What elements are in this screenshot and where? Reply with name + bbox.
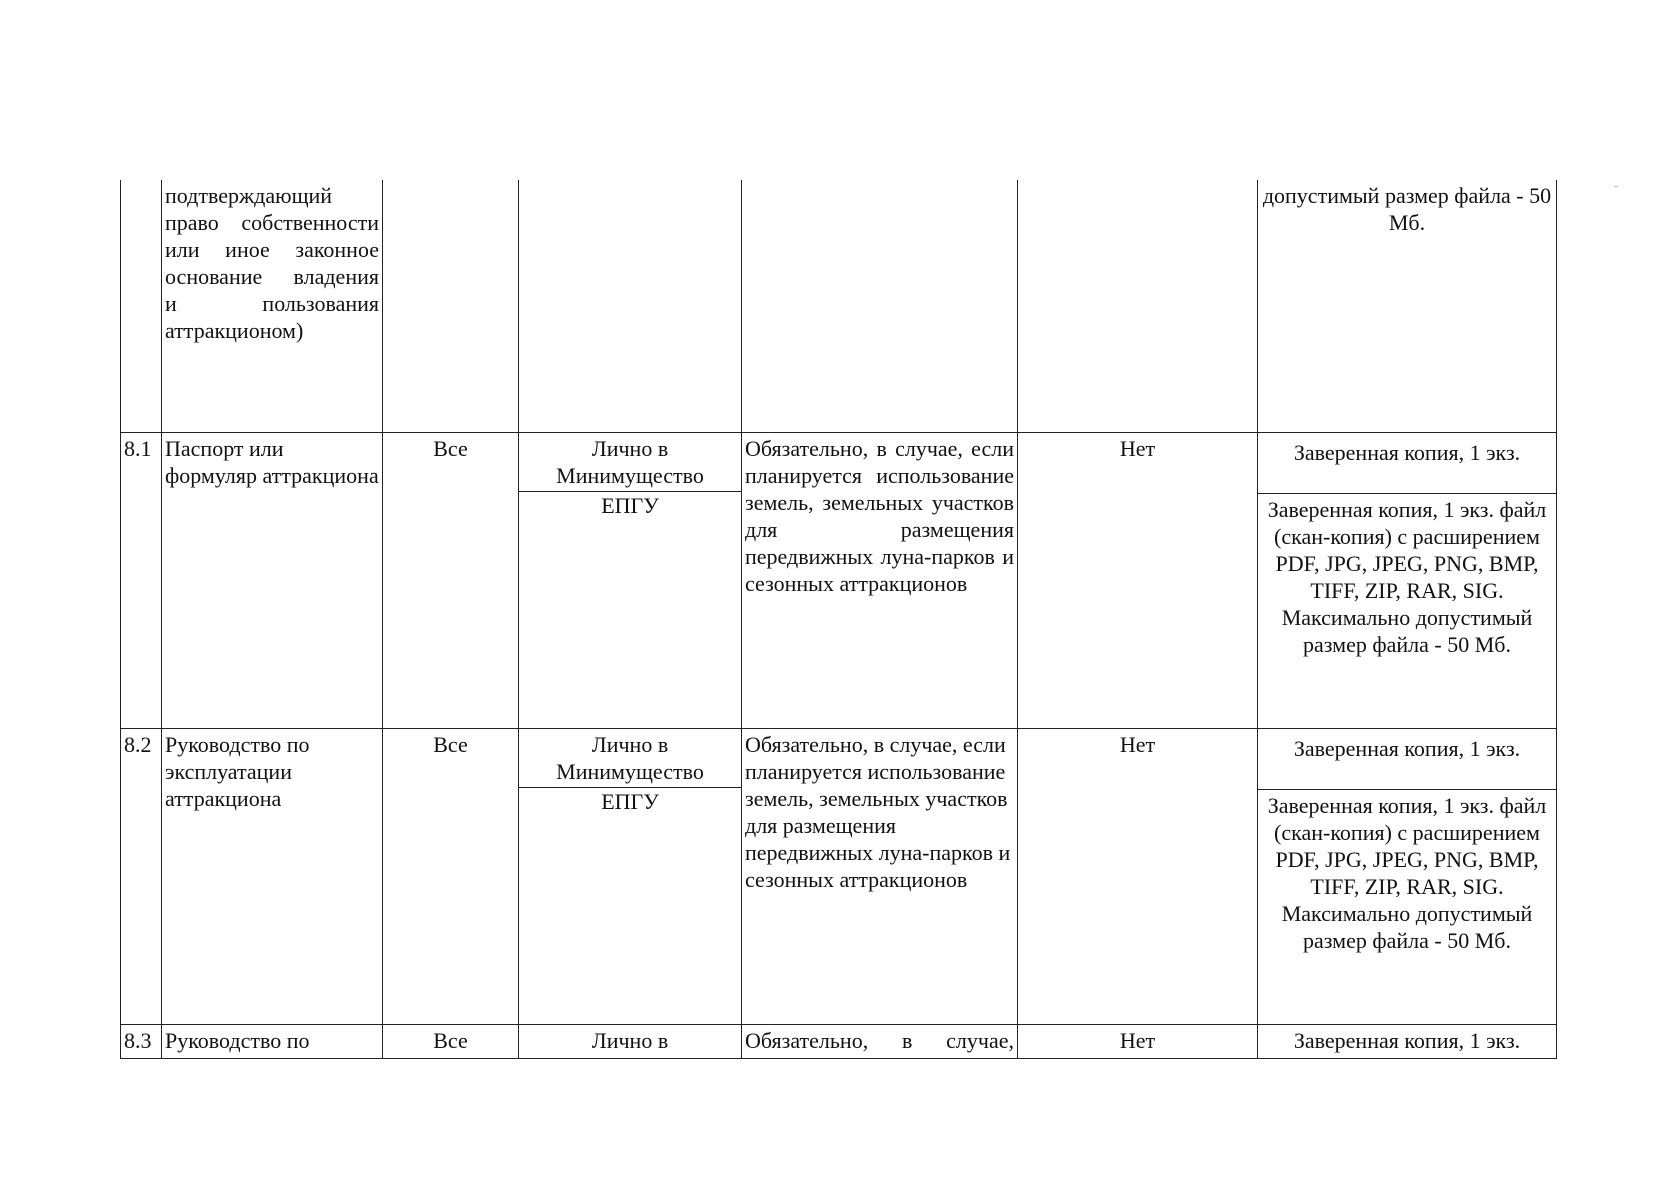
- doc-name-line: право собственности: [165, 210, 379, 235]
- table-row: [121, 432, 1557, 728]
- cell-doc-name: Паспорт или формуляр аттракциона: [162, 432, 383, 728]
- cell-num: [121, 180, 162, 432]
- cell-doc-name: [162, 180, 383, 432]
- cell-doc-name: Руководство по: [162, 1024, 383, 1058]
- doc-name-line: или иное законное: [165, 237, 379, 262]
- cell-doc-form: Заверенная копия, 1 экз.: [1258, 1024, 1557, 1058]
- cell-condition: Обязательно, в случае, если планируется использование земель, земельных участков для размещения передвижных луна-парков и сезонных аттракционов: [742, 728, 1018, 1024]
- doc-form-epgu: Заверенная копия, 1 экз. файл (скан-копия) с расширением PDF, JPG, JPEG, PNG, BMP, TIFF, ZIP, RAR, SIG. Максимально допустимый размер файла - 50 Мб.: [1258, 789, 1556, 956]
- channel-personal: Лично в Минимущество: [556, 435, 704, 488]
- requirements-table: [120, 180, 1557, 1059]
- cell-num: 8.1: [121, 432, 162, 728]
- cell-doc-name: Руководство по эксплуатации аттракциона: [162, 728, 383, 1024]
- table-row-continued: [121, 180, 1557, 432]
- doc-name-line: подтверждающий: [165, 183, 333, 208]
- cell-channel: [519, 180, 742, 432]
- cell-own-initiative: Нет: [1018, 728, 1258, 1024]
- cell-applicants: Все: [383, 432, 519, 728]
- cell-own-initiative: Нет: [1018, 432, 1258, 728]
- cell-condition: [742, 180, 1018, 432]
- doc-name-line: основание владения: [165, 264, 379, 289]
- doc-name-line: аттракционом): [165, 318, 304, 343]
- doc-form-epgu: Заверенная копия, 1 экз. файл (скан-копия) с расширением PDF, JPG, JPEG, PNG, BMP, TIFF, ZIP, RAR, SIG. Максимально допустимый размер файла - 50 Мб.: [1258, 493, 1556, 660]
- channel-epgu: ЕПГУ: [519, 491, 741, 519]
- cell-doc-form: [1258, 728, 1557, 1024]
- cell-condition: Обязательно, в случае, если планируется использование земель, земельных участков для размещения передвижных луна-парков и сезонных аттракционов: [742, 432, 1018, 728]
- cell-own-initiative: [1018, 180, 1258, 432]
- cell-doc-form: допустимый размер файла - 50 Мб.: [1258, 180, 1557, 432]
- doc-form-personal: Заверенная копия, 1 экз.: [1293, 439, 1521, 465]
- channel-personal: Лично в Минимущество: [556, 731, 704, 784]
- cell-applicants: [383, 180, 519, 432]
- cell-applicants: Все: [383, 728, 519, 1024]
- table-row: [121, 1024, 1557, 1058]
- scan-mark: [1614, 186, 1618, 187]
- cell-channel: [519, 728, 742, 1024]
- cell-num: 8.2: [121, 728, 162, 1024]
- cell-channel: Лично в: [519, 1024, 742, 1058]
- cell-doc-form: [1258, 432, 1557, 728]
- cell-channel: [519, 432, 742, 728]
- channel-epgu: ЕПГУ: [519, 787, 741, 815]
- cell-condition: Обязательно, в случае,: [742, 1024, 1018, 1058]
- cell-num: 8.3: [121, 1024, 162, 1058]
- table-row: [121, 728, 1557, 1024]
- doc-form-personal: Заверенная копия, 1 экз.: [1293, 735, 1521, 761]
- cell-own-initiative: Нет: [1018, 1024, 1258, 1058]
- doc-name-line: и пользования: [165, 291, 379, 316]
- cell-applicants: Все: [383, 1024, 519, 1058]
